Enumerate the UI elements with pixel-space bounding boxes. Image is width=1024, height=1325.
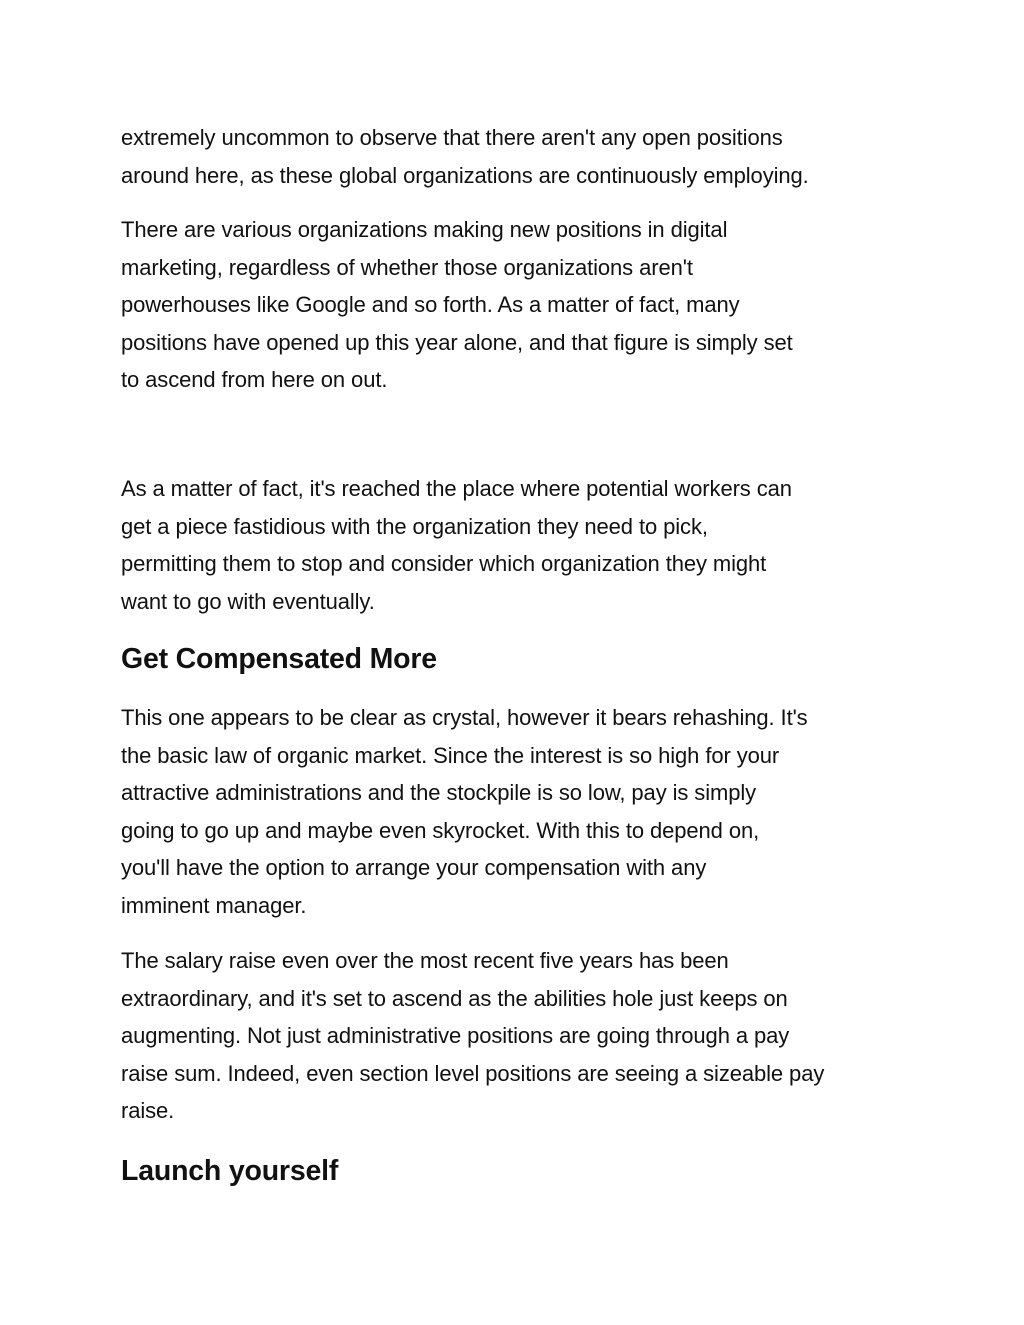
text-line: attractive administrations and the stockpile is so low, pay is simply <box>121 780 757 806</box>
text-line: As a matter of fact, it's reached the place where potential workers can <box>121 476 792 501</box>
text-line: augmenting. Not just administrative positions are going through a pay <box>121 1023 790 1049</box>
text-line: extremely uncommon to observe that there aren't any open positions <box>121 125 783 150</box>
text-line: powerhouses like Google and so forth. As a matter of fact, many <box>121 292 740 318</box>
text-line: raise. <box>121 1098 175 1124</box>
text-line: The salary raise even over the most recent five years has been <box>121 948 729 973</box>
text-line: going to go up and maybe even skyrocket. With this to depend on, <box>121 817 760 843</box>
text-line: the basic law of organic market. Since the interest is so high for your <box>121 742 780 768</box>
paragraph-compensation <box>121 699 808 925</box>
text-line: to ascend from here on out. <box>121 367 388 393</box>
text-line: raise sum. Indeed, even section level positions are seeing a sizeable pay <box>121 1060 825 1086</box>
text-line: imminent manager. <box>121 892 307 918</box>
text-line: positions have opened up this year alone, and that figure is simply set <box>121 329 793 355</box>
text-line: This one appears to be clear as crystal, however it bears rehashing. It's <box>121 705 808 730</box>
section-heading-launch-yourself: Launch yourself <box>121 1155 339 1187</box>
text-line: extraordinary, and it's set to ascend as the abilities hole just keeps on <box>121 985 788 1011</box>
text-line: around here, as these global organizations are continuously employing. <box>121 162 809 188</box>
section-heading-get-compensated-more: Get Compensated More <box>121 643 437 675</box>
text-line: permitting them to stop and consider which organization they might <box>121 551 767 577</box>
text-line: get a piece fastidious with the organization they need to pick, <box>121 513 708 539</box>
paragraph-hiring-continuous <box>121 119 809 194</box>
text-line: want to go with eventually. <box>121 588 375 614</box>
paragraph-salary-raise <box>121 942 824 1130</box>
text-line: marketing, regardless of whether those organizations aren't <box>121 254 693 280</box>
paragraph-worker-choice <box>121 470 792 620</box>
paragraph-new-positions <box>121 211 793 399</box>
text-line: There are various organizations making new positions in digital <box>121 217 728 242</box>
text-line: you'll have the option to arrange your compensation with any <box>121 855 707 881</box>
